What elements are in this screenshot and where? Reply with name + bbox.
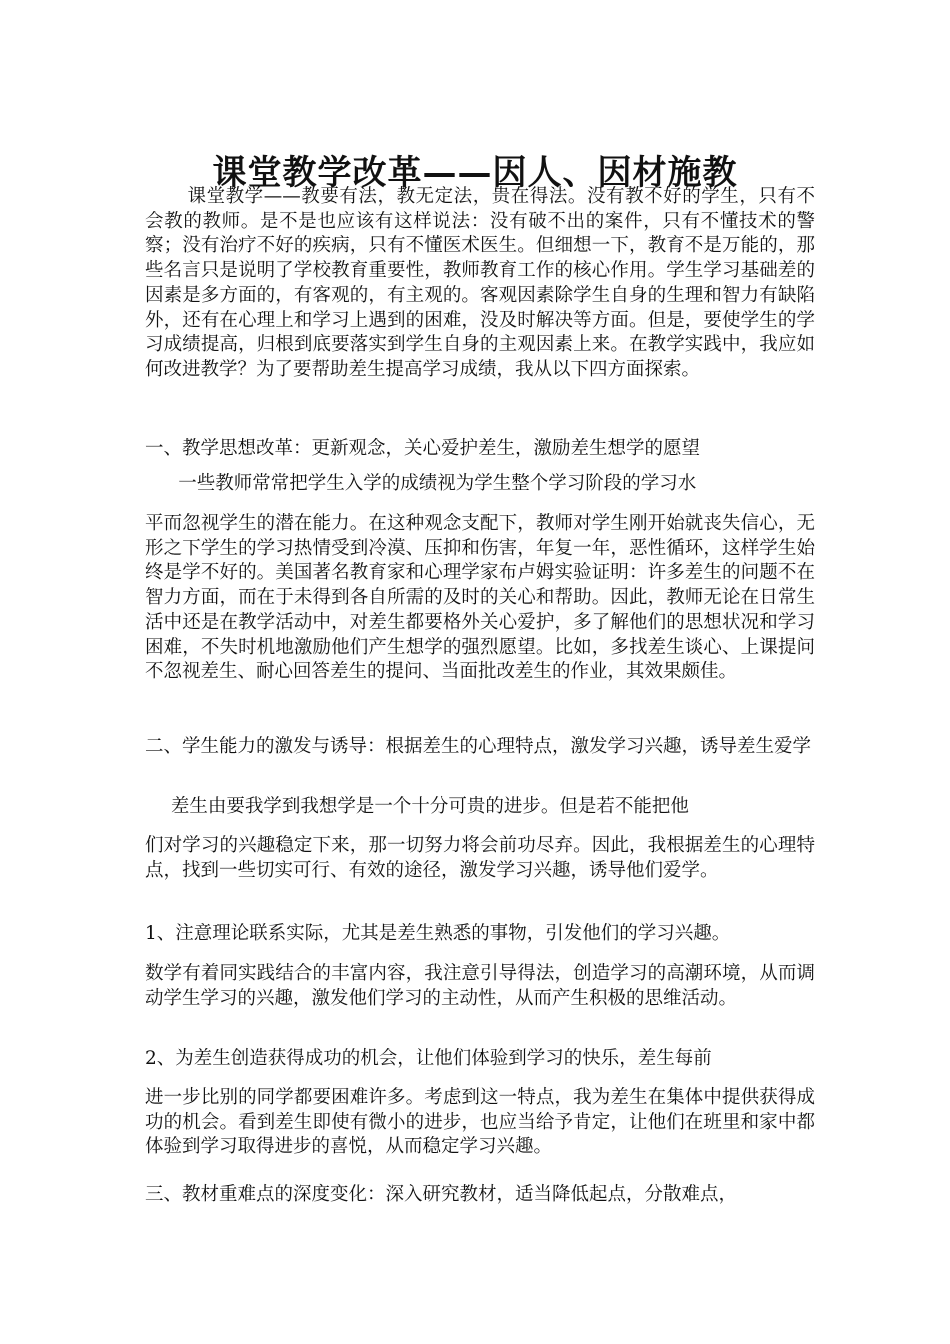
document-title: 课堂教学改革——因人、因材施教 [212,152,738,193]
paragraph-1-body: 平而忽视学生的潜在能力。在这种观念支配下，教师对学生刚开始就丧失信心，无形之下学生的学习热情受到冷漠、压抑和伤害，年复一年，恶性循环，这样学生始终是学不好的。美国著名教育家和心理学家布卢姆实验证明：许多差生的问题不在智力方面，而在于未得到各自所需的及时的关心和帮助。因此，教师无论在日常生活中还是在教学活动中，对差生都要格外关心爱护，多了解他们的思想状况和学习困难，不失时机地激励他们产生想学的强烈愿望。比如，多找差生谈心、上课提问不忽视差生、耐心回答差生的提问、当面批改差生的作业，其效果颇佳。 [145,513,815,683]
section-heading-1: 一、教学思想改革：更新观念，关心爱护差生，激励差生想学的愿望 [145,438,701,459]
paragraph-1-first-line: 一些教师常常把学生入学的成绩视为学生整个学习阶段的学习水 [178,473,697,494]
list-item-2-heading: 2、为差生创造获得成功的机会，让他们体验到学习的快乐，差生每前 [145,1048,712,1069]
section-heading-2: 二、学生能力的激发与诱导：根据差生的心理特点，激发学习兴趣，诱导差生爱学 [145,736,812,757]
section-heading-3: 三、教材重难点的深度变化：深入研究教材，适当降低起点，分散难点， [145,1184,738,1205]
intro-paragraph: 课堂教学——教要有法，教无定法，贵在得法。没有教不好的学生，只有不会教的教师。是不是也应该有这样说法：没有破不出的案件，只有不懂技术的警察；没有治疗不好的疾病，只有不懂医术医生。但细想一下，教育不是万能的，那些名言只是说明了学校教育重要性，教师教育工作的核心作用。学生学习基础差的因素是多方面的，有客观的，有主观的。客观因素除学生自身的生理和智力有缺陷外，还有在心理上和学习上遇到的困难，没及时解决等方面。但是，要使学生的学习成绩提高，归根到底要落实到学生自身的主观因素上来。在教学实践中，我应如何改进教学？为了要帮助差生提高学习成绩，我从以下四方面探索。 [145,186,815,380]
list-item-1-body: 数学有着同实践结合的丰富内容，我注意引导得法，创造学习的高潮环境，从而调动学生学习的兴趣，激发他们学习的主动性，从而产生积极的思维活动。 [145,963,815,1009]
list-item-2-body: 进一步比别的同学都要困难许多。考虑到这一特点，我为差生在集体中提供获得成功的机会。看到差生即使有微小的进步，也应当给予肯定，让他们在班里和家中都体验到学习取得进步的喜悦，从而稳定学习兴趣。 [145,1087,815,1158]
list-item-1-heading: 1、注意理论联系实际，尤其是差生熟悉的事物，引发他们的学习兴趣。 [145,923,731,944]
paragraph-2-body: 们对学习的兴趣稳定下来，那一切努力将会前功尽弃。因此，我根据差生的心理特点，找到一些切实可行、有效的途径，激发学习兴趣，诱导他们爱学。 [145,835,815,881]
paragraph-2-first-line: 差生由要我学到我想学是一个十分可贵的进步。但是若不能把他 [170,796,689,817]
